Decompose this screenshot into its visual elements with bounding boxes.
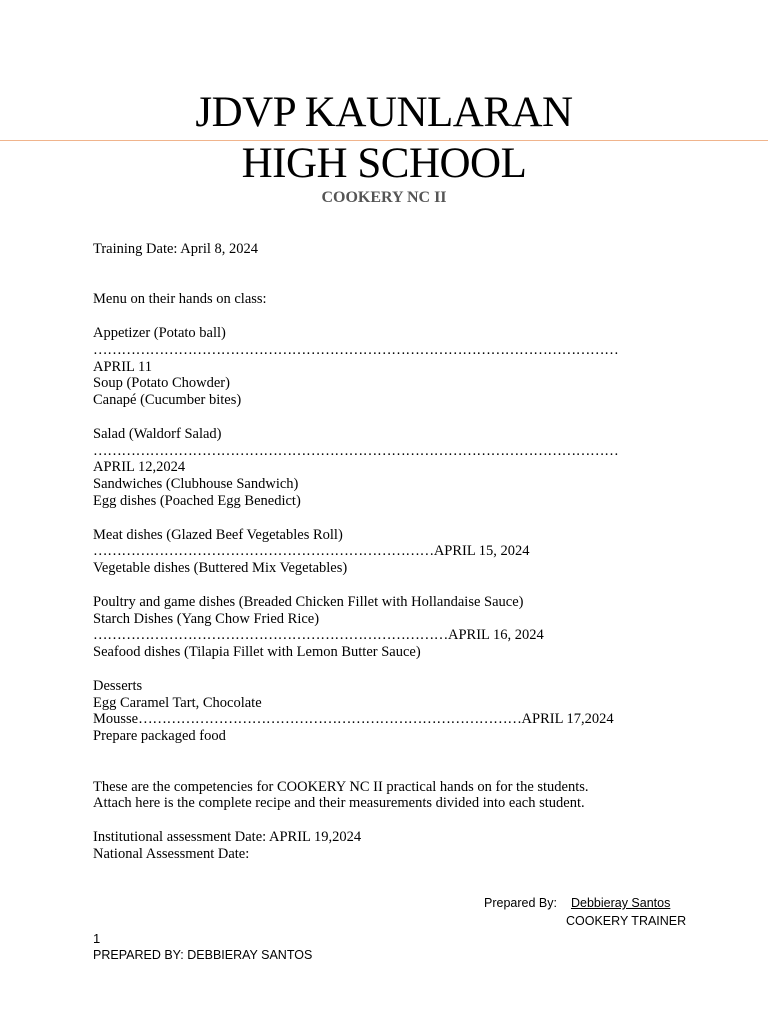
dotted-leader: ……………………………………………………………………… [138, 711, 522, 728]
dotted-date-line [93, 627, 733, 644]
menu-item-packaged: Prepare packaged food [93, 728, 226, 745]
date-april-16: APRIL 16, 2024 [448, 627, 544, 644]
menu-item-mousse: Mousse [93, 711, 139, 728]
program-subtitle: COOKERY NC II [321, 189, 447, 206]
menu-item-meat-dishes: Meat dishes (Glazed Beef Vegetables Roll) [93, 526, 343, 543]
prepared-label: Prepared By: [484, 896, 557, 910]
competencies-text: These are the competencies for COOKERY NC II practical hands on for the students. [93, 778, 589, 795]
menu-item-canape: Canapé (Cucumber bites) [93, 392, 242, 409]
dotted-leader: ……………………………………………………………… [93, 543, 434, 560]
dotted-date-line [93, 711, 733, 728]
school-title-line2: HIGH SCHOOL [241, 140, 527, 187]
menu-item-egg-caramel: Egg Caramel Tart, Chocolate [93, 694, 262, 711]
menu-item-sandwiches: Sandwiches (Clubhouse Sandwich) [93, 476, 299, 493]
menu-intro: Menu on their hands on class: [93, 291, 267, 308]
date-april-12: APRIL 12,2024 [93, 459, 186, 476]
menu-item-salad: Salad (Waldorf Salad) [93, 425, 222, 442]
training-date: Training Date: April 8, 2024 [93, 241, 259, 257]
national-assessment: National Assessment Date: [93, 845, 250, 862]
school-title-line1: JDVP KAUNLARAN [195, 89, 573, 136]
menu-item-poultry: Poultry and game dishes (Breaded Chicken Fillet with Hollandaise Sauce) [93, 593, 524, 610]
trainer-role: COOKERY TRAINER [566, 914, 687, 928]
footer-prepared-by: PREPARED BY: DEBBIERAY SANTOS [93, 948, 313, 962]
menu-item-vegetable-dishes: Vegetable dishes (Buttered Mix Vegetables) [93, 560, 348, 577]
attach-text: Attach here is the complete recipe and their measurements divided into each student. [93, 795, 585, 812]
dotted-leader: ………………………………………………………………………………………………… [93, 442, 619, 459]
prepared-by [484, 896, 670, 910]
document-body [93, 241, 733, 862]
prepared-name: Debbieray Santos [570, 896, 671, 910]
menu-item-appetizer: Appetizer (Potato ball) [93, 324, 226, 341]
dotted-leader: ………………………………………………………………… [93, 627, 449, 644]
date-april-17: APRIL 17,2024 [521, 711, 614, 728]
date-april-15: APRIL 15, 2024 [433, 543, 530, 560]
menu-item-seafood: Seafood dishes (Tilapia Fillet with Lemon Butter Sauce) [93, 644, 421, 661]
dotted-date-line [93, 543, 733, 560]
date-april-11: APRIL 11 [93, 358, 152, 375]
dotted-leader: ………………………………………………………………………………………………… [93, 341, 619, 358]
menu-item-starch: Starch Dishes (Yang Chow Fried Rice) [93, 610, 320, 627]
menu-item-desserts: Desserts [93, 677, 143, 694]
menu-item-egg-dishes: Egg dishes (Poached Egg Benedict) [93, 492, 301, 509]
menu-item-soup: Soup (Potato Chowder) [93, 375, 230, 392]
page-number: 1 [93, 931, 101, 946]
institutional-assessment: Institutional assessment Date: APRIL 19,2024 [93, 828, 362, 845]
